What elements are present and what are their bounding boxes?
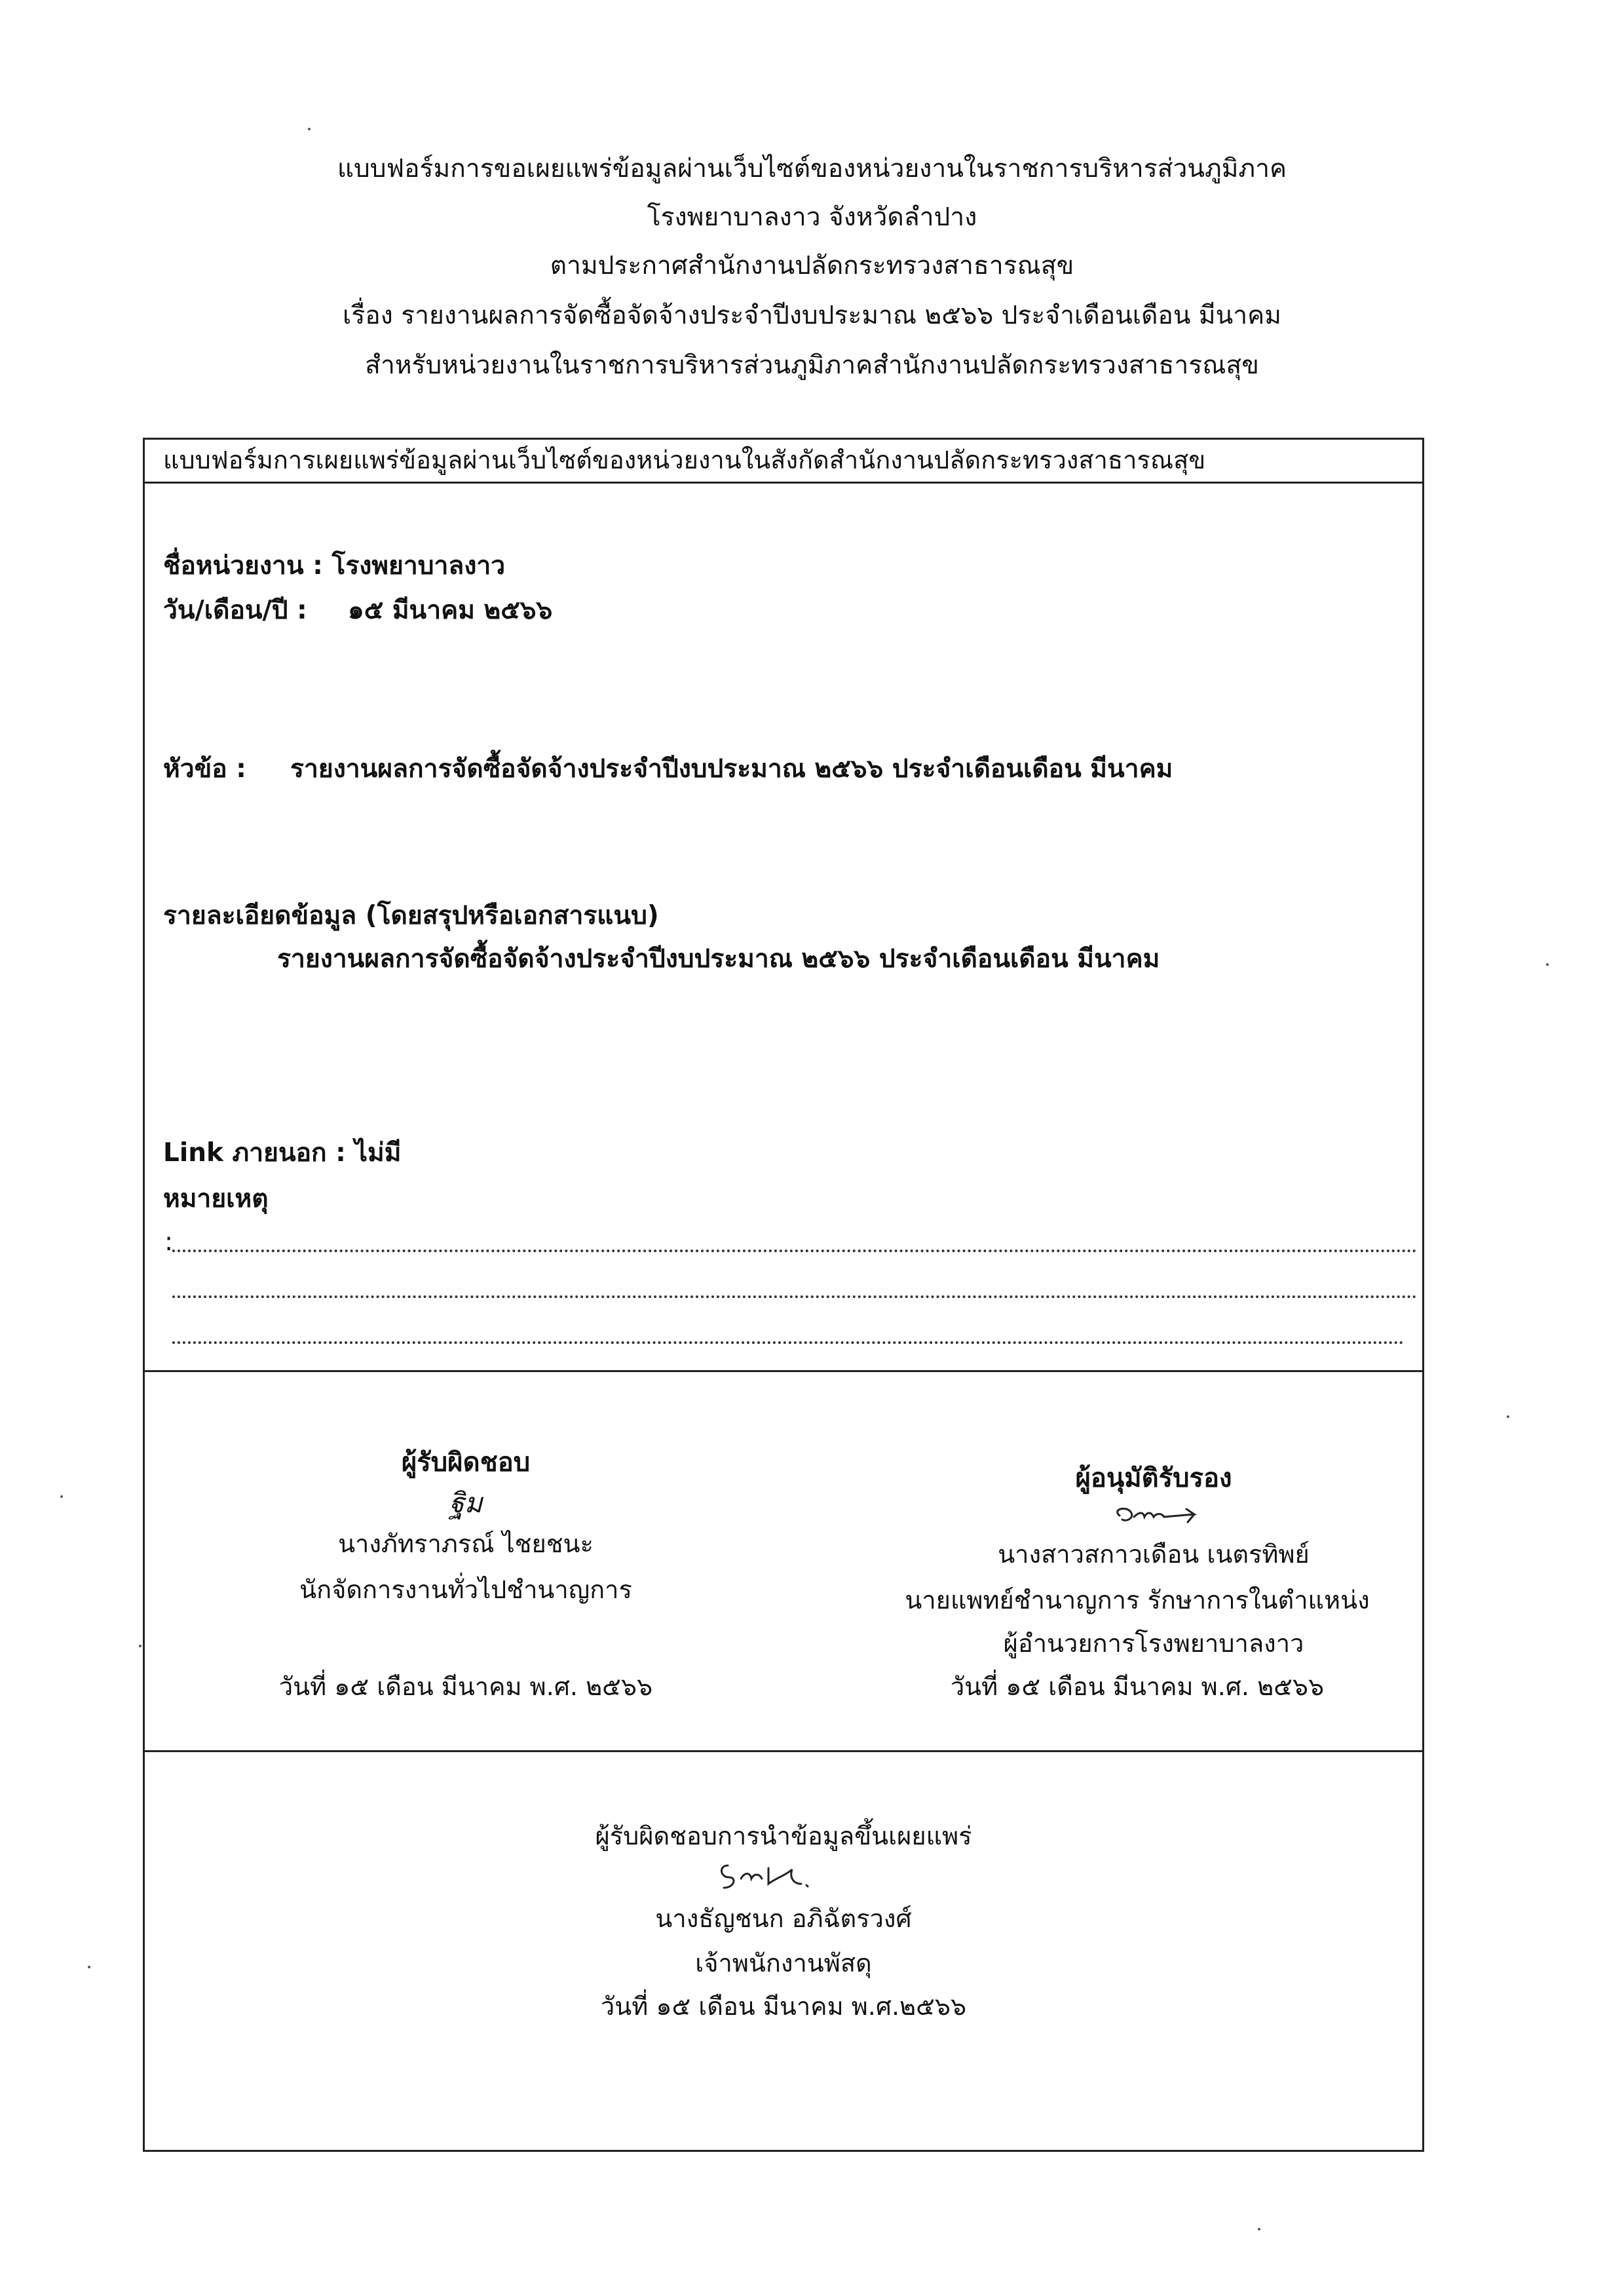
form-box [143, 438, 1424, 2152]
publisher-date: วันที่ ๑๕ เดือน มีนาคม พ.ศ.๒๕๖๖ [600, 1992, 967, 2021]
topic-label: หัวข้อ : [163, 754, 246, 784]
responsible-position: นักจัดการงานทั่วไปชำนาญการ [299, 1575, 632, 1604]
external-link: Link ภายนอก : ไม่มี [163, 1138, 402, 1168]
publisher-heading: ผู้รับผิดชอบการนำข้อมูลขึ้นเผยแพร่ [595, 1822, 972, 1850]
signature-divider [145, 1370, 1422, 1372]
approver-position-2: ผู้อำนวยการโรงพยาบาลงาว [1003, 1629, 1304, 1658]
publisher-position: เจ้าพนักงานพัสดุ [695, 1949, 872, 1978]
responsible-signature: ฐิม [449, 1487, 483, 1519]
publisher-signature-image [715, 1855, 833, 1897]
note-label: หมายเหตุ [163, 1184, 269, 1214]
responsible-name: นางภัทราภรณ์ ไชยชนะ [338, 1529, 594, 1558]
publisher-divider [145, 1750, 1422, 1752]
header-line-5: สำหรับหน่วยงานในราชการบริหารส่วนภูมิภาคสำนักงานปลัดกระทรวงสาธารณสุข [365, 351, 1259, 380]
form-box-title: แบบฟอร์มการเผยแพร่ข้อมูลผ่านเว็บไซต์ของหน่วยงานในสังกัดสำนักงานปลัดกระทรวงสาธารณสุข [163, 446, 1206, 474]
note-line-3 [172, 1337, 1404, 1344]
details-value: รายงานผลการจัดซื้อจัดจ้างประจำปีงบประมาณ ๒๕๖๖ ประจำเดือนเดือน มีนาคม [277, 944, 1160, 974]
publisher-name: นางธัญชนก อภิฉัตรวงศ์ [655, 1904, 912, 1933]
approver-name: นางสาวสกาวเดือน เนตรทิพย์ [998, 1540, 1310, 1569]
scan-speck [88, 1966, 90, 1968]
title-divider [145, 482, 1422, 484]
scan-speck [60, 1495, 63, 1498]
note-line-2 [172, 1292, 1417, 1298]
header-line-3: ตามประกาศสำนักงานปลัดกระทรวงสาธารณสุข [550, 251, 1074, 280]
note-colon: : [164, 1227, 174, 1257]
scan-speck [308, 128, 311, 130]
approver-date: วันที่ ๑๕ เดือน มีนาคม พ.ศ. ๒๕๖๖ [950, 1672, 1325, 1701]
details-label: รายละเอียดข้อมูล (โดยสรุปหรือเอกสารแนบ) [163, 901, 659, 930]
approver-signature-image [1108, 1496, 1206, 1535]
agency-name: ชื่อหน่วยงาน : โรงพยาบาลงาว [163, 551, 506, 581]
responsible-date: วันที่ ๑๕ เดือน มีนาคม พ.ศ. ๒๕๖๖ [278, 1672, 653, 1701]
scan-speck [139, 1645, 142, 1647]
scan-speck [1258, 2228, 1260, 2230]
header-line-1: แบบฟอร์มการขอเผยแพร่ข้อมูลผ่านเว็บไซต์ของหน่วยงานในราชการบริหารส่วนภูมิภาค [337, 154, 1287, 183]
header-line-2: โรงพยาบาลงาว จังหวัดลำปาง [647, 202, 977, 232]
date-label: วัน/เดือน/ปี : [163, 596, 307, 625]
header-line-4: เรื่อง รายงานผลการจัดซื้อจัดจ้างประจำปีงบประมาณ ๒๕๖๖ ประจำเดือนเดือน มีนาคม [343, 301, 1281, 330]
responsible-heading: ผู้รับผิดชอบ [401, 1447, 531, 1478]
note-line-1 [172, 1246, 1417, 1252]
scan-speck [1546, 963, 1549, 966]
date-value: ๑๕ มีนาคม ๒๕๖๖ [348, 596, 553, 625]
approver-position-1: นายแพทย์ชำนาญการ รักษาการในตำแหน่ง [905, 1586, 1370, 1615]
scan-speck [1507, 1415, 1509, 1418]
approver-heading: ผู้อนุมัติรับรอง [1075, 1463, 1232, 1493]
topic-value: รายงานผลการจัดซื้อจัดจ้างประจำปีงบประมาณ ๒๕๖๖ ประจำเดือนเดือน มีนาคม [290, 754, 1173, 784]
